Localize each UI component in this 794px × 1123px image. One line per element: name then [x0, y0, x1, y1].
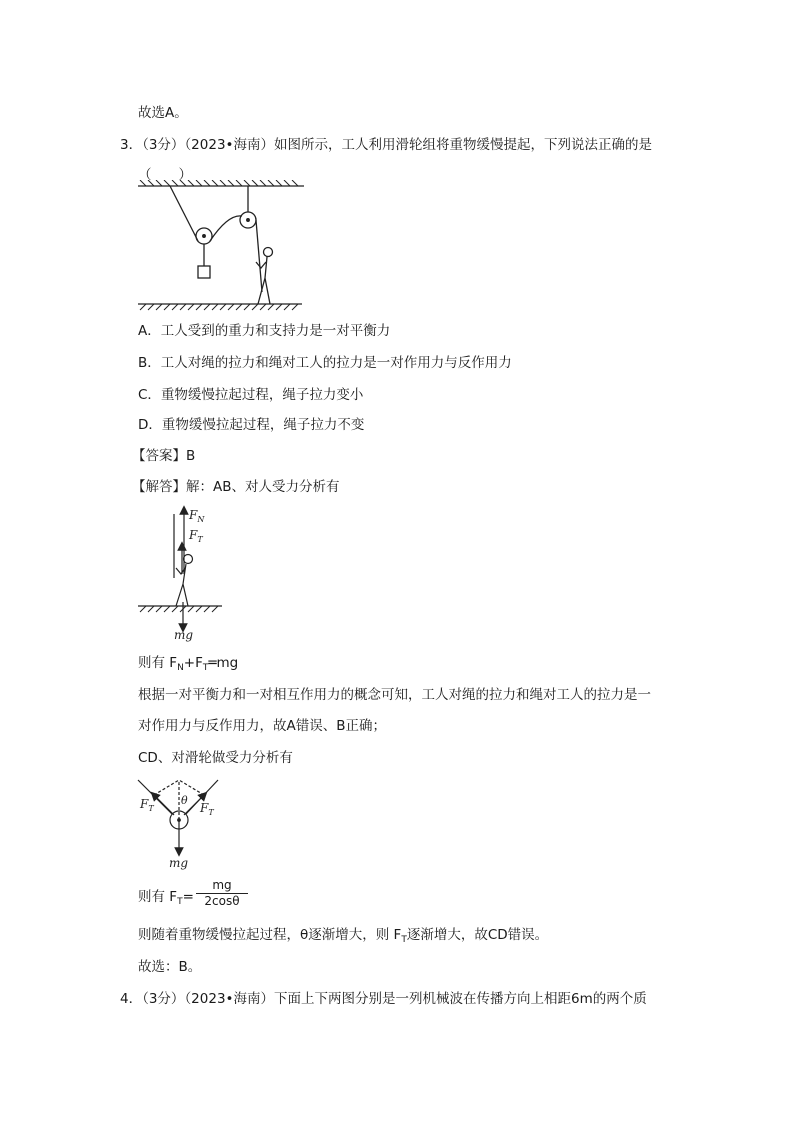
rope-to-worker [256, 220, 262, 292]
worker-body [256, 257, 270, 304]
question-score: （3分） [142, 137, 185, 153]
fraction [196, 878, 248, 909]
option-c: C．重物缓慢拉起过程，绳子拉力变小 [138, 387, 364, 403]
answer-parenthesis: （ ） [138, 167, 192, 183]
ground-hatch [140, 304, 298, 310]
analysis-line: 【解答】解：AB、对人受力分析有 [132, 479, 340, 495]
label-mg: mg [174, 628, 194, 642]
question-score: （3分） [142, 991, 185, 1007]
figure-head [184, 555, 193, 564]
fraction-denominator: 2cosθ [204, 894, 240, 908]
rope-left [170, 186, 198, 241]
pulley-force-diagram [134, 774, 234, 874]
previous-answer-line: 故选A。 [138, 105, 188, 121]
explanation-line-1: 根据一对平衡力和一对相互作用力的概念可知，工人对绳的拉力和绳对工人的拉力是一 [138, 687, 651, 703]
worker-force-diagram [136, 502, 246, 644]
explanation-line-2: 对作用力与反作用力，故A错误、B正确； [138, 718, 386, 734]
answer-line [132, 447, 195, 465]
fraction-numerator: mg [196, 878, 248, 894]
question-source: （2023•海南） [184, 991, 275, 1007]
equation-1: 则有 $F_N+F_T═mg$ [138, 655, 239, 673]
heavy-object [198, 266, 210, 278]
analysis-tag: 【解答】 [132, 479, 186, 495]
question-stem: 如图所示，工人利用滑轮组将重物缓慢提起，下列说法正确的是 [274, 137, 653, 153]
conclusion-line: 故选：B。 [138, 959, 202, 975]
option-d: D．重物缓慢拉起过程，绳子拉力不变 [138, 417, 365, 433]
question-4-heading [120, 990, 647, 1008]
question-3-heading [120, 136, 652, 154]
question-stem: 下面上下两图分别是一列机械波在传播方向上相距6m的两个质 [274, 991, 647, 1007]
label-theta: θ [181, 794, 188, 807]
pulley-system-figure [136, 180, 306, 312]
label-mg: mg [169, 856, 189, 870]
tension-left-arrow [154, 795, 174, 815]
rope-middle [210, 216, 242, 241]
cd-intro-line: CD、对滑轮做受力分析有 [138, 750, 293, 766]
worker-head [264, 248, 273, 257]
label-ft: $F_T$ [189, 528, 203, 544]
option-b: B．工人对绳的拉力和绳对工人的拉力是一对作用力与反作用力 [138, 355, 512, 371]
ceiling-hatch [140, 180, 298, 186]
question-number: 4． [120, 991, 143, 1007]
question-number: 3． [120, 137, 143, 153]
label-ft-right: $F_T$ [200, 801, 214, 817]
option-a: A．工人受到的重力和支持力是一对平衡力 [138, 323, 391, 339]
answer-value: B [186, 448, 196, 464]
question-source: （2023•海南） [184, 137, 275, 153]
label-ft-left: $F_T$ [140, 797, 154, 813]
explanation-line-3: 则随着重物缓慢拉起过程，θ逐渐增大，则 $F_T$逐渐增大，故CD错误。 [138, 927, 549, 945]
answer-tag: 【答案】 [132, 448, 186, 464]
label-fn: $F_N$ [189, 508, 205, 524]
equation-2-prefix: 则有 $F_T=$ [138, 889, 194, 907]
